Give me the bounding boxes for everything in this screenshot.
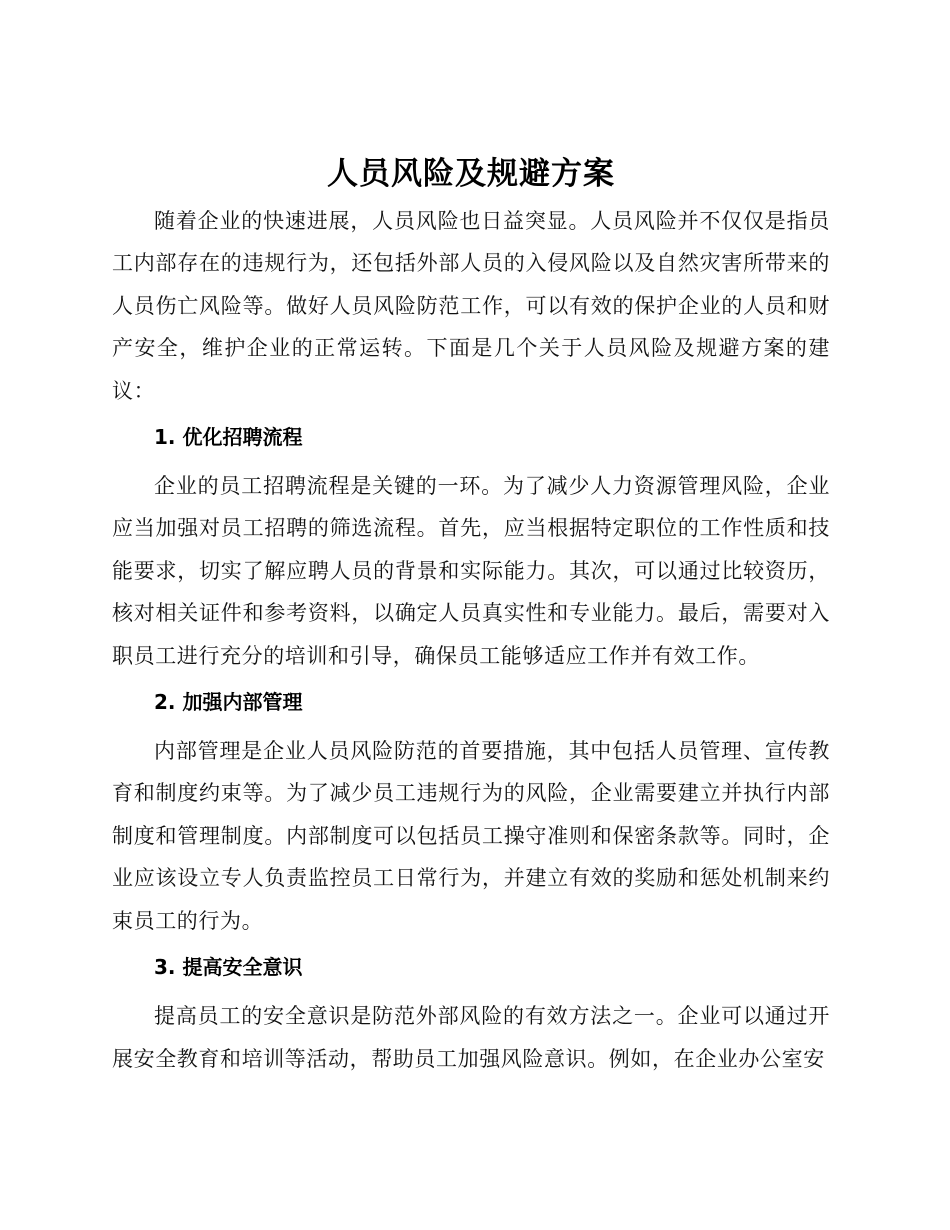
section-heading-safety-awareness: 3. 提高安全意识 bbox=[154, 955, 303, 980]
section-body-internal-management: 内部管理是企业人员风险防范的首要措施，其中包括人员管理、宣传教育和制度约束等。为了减少员工违规行为的风险，企业需要建立并执行内部制度和管理制度。内部制度可以包括员工操守准则和保密条款等。同时，企业应该设立专人负责监控员工日常行为，并建立有效的奖励和惩处机制来约束员工的行为。 bbox=[112, 739, 830, 933]
section-heading-internal-management: 2. 加强内部管理 bbox=[154, 690, 303, 715]
document-page bbox=[112, 148, 830, 1079]
section-body-recruitment: 企业的员工招聘流程是关键的一环。为了减少人力资源管理风险，企业应当加强对员工招聘的筛选流程。首先，应当根据特定职位的工作性质和技能要求，切实了解应聘人员的背景和实际能力。其次，可以通过比较资历，核对相关证件和参考资料，以确定人员真实性和专业能力。最后，需要对入职员工进行充分的培训和引导，确保员工能够适应工作并有效工作。 bbox=[112, 474, 830, 668]
section-body-clip bbox=[112, 995, 830, 1079]
intro-paragraph: 随着企业的快速进展，人员风险也日益突显。人员风险并不仅仅是指员工内部存在的违规行为，还包括外部人员的入侵风险以及自然灾害所带来的人员伤亡风险等。做好人员风险防范工作，可以有效的保护企业的人员和财产安全，维护企业的正常运转。下面是几个关于人员风险及规避方案的建议： bbox=[112, 209, 830, 403]
document-title: 人员风险及规避方案 bbox=[327, 156, 615, 192]
section-body-safety-awareness: 提高员工的安全意识是防范外部风险的有效方法之一。企业可以通过开展安全教育和培训等活动，帮助员工加强风险意识。例如，在企业办公室安 bbox=[112, 1004, 830, 1071]
section-heading-recruitment: 1. 优化招聘流程 bbox=[154, 425, 303, 450]
